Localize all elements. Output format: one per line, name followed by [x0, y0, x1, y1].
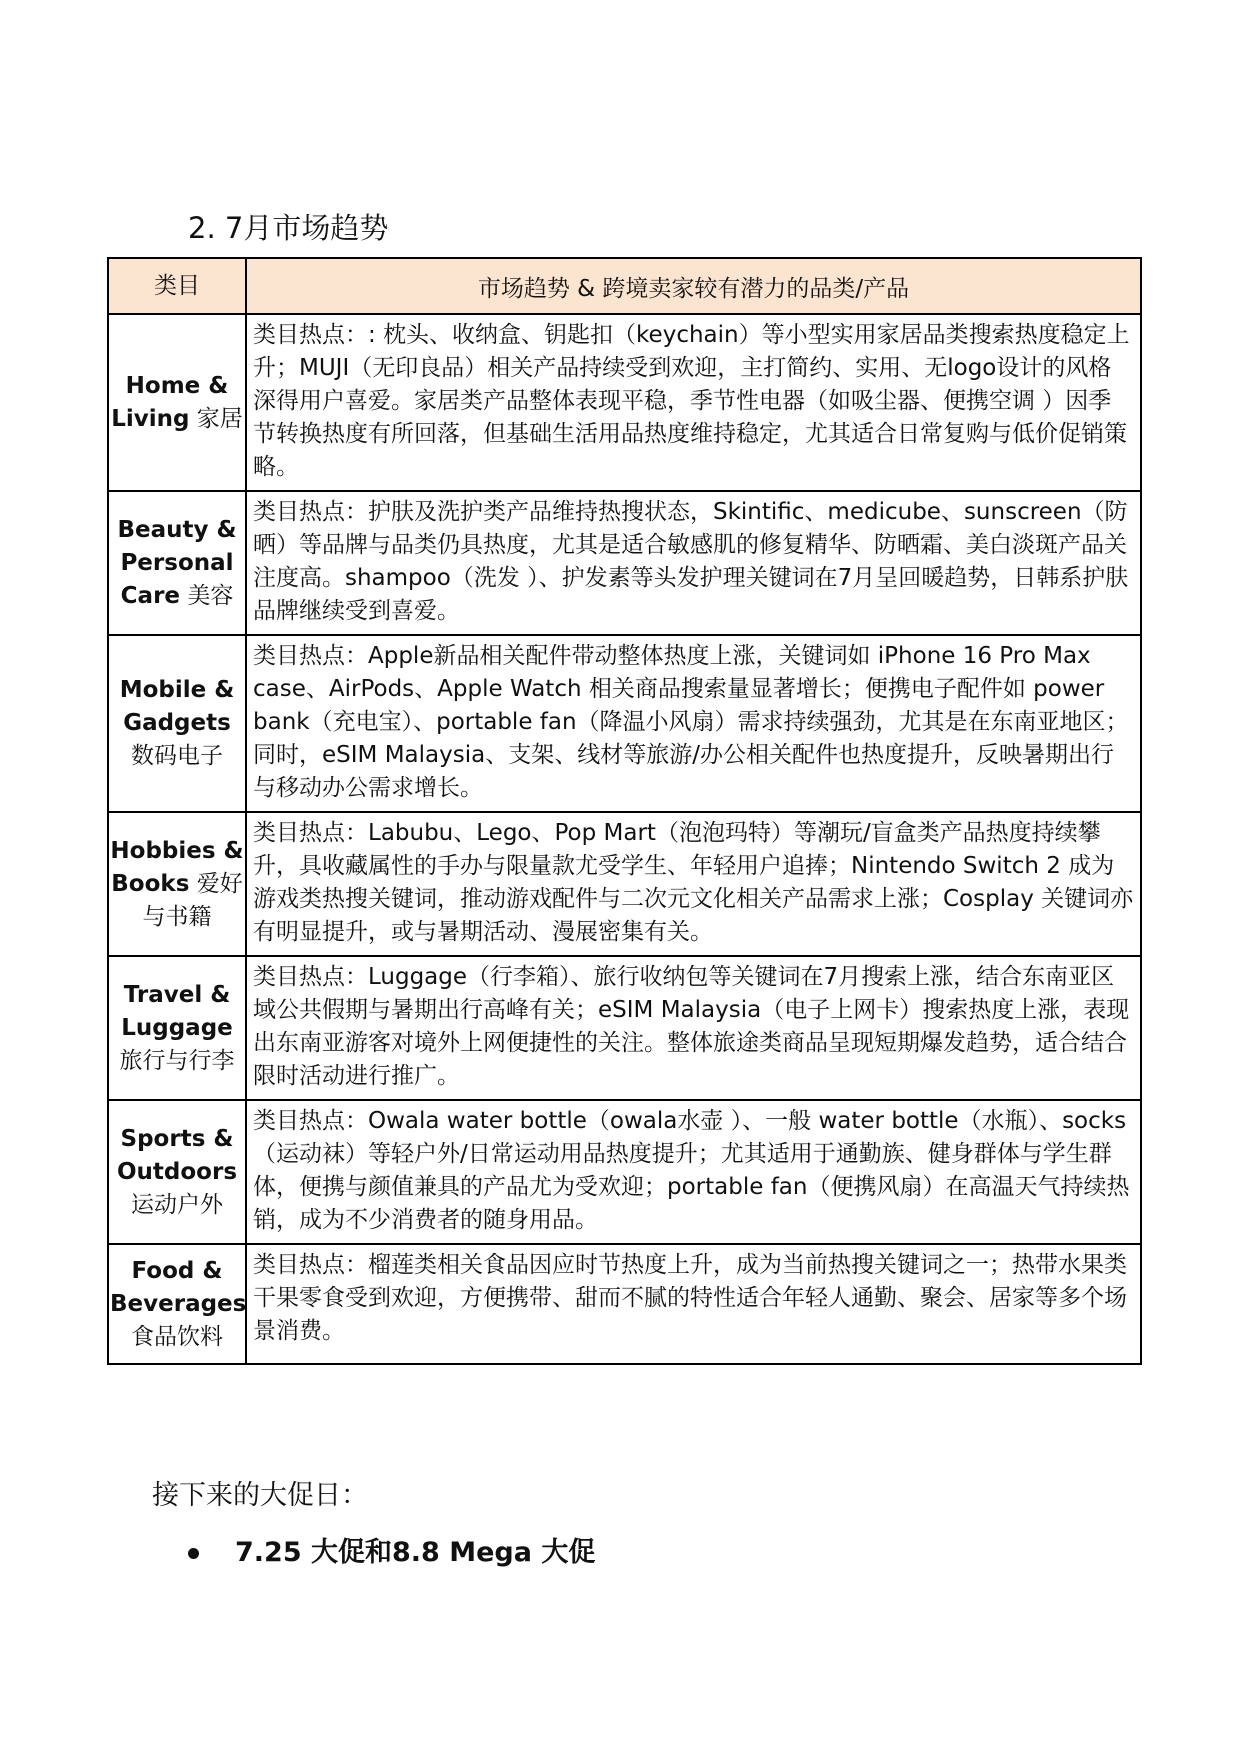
trend-description: 类目热点：Luggage（行李箱）、旅行收纳包等关键词在7月搜索上涨，结合东南亚区域公共假期与暑期出行高峰有关；eSIM Malaysia（电子上网卡）搜索热度上涨，表现出东南亚游客对境外上网便捷性的关注。整体旅途类商品呈现短期爆发趋势，适合结合限时活动进行推广。 [246, 956, 1141, 1100]
table-row [108, 1244, 1141, 1364]
trend-description: 类目热点：榴莲类相关食品因应时节热度上升，成为当前热搜关键词之一；热带水果类干果零食受到欢迎，方便携带、甜而不腻的特性适合年轻人通勤、聚会、居家等多个场景消费。 [246, 1244, 1141, 1364]
category-zh: 旅行与行李 [119, 1047, 235, 1074]
category-en: Hobbies & Books [110, 837, 244, 897]
category-zh: 数码电子 [131, 743, 223, 769]
list-item [188, 1535, 595, 1571]
trend-description: 类目热点：Apple新品相关配件带动整体热度上涨，关键词如 iPhone 16 Pro Max case、AirPods、Apple Watch 相关商品搜索量显著增长；便携电子配件如 power bank（充电宝）、portable fan（降温小风扇）需求持续强劲，尤其是在东南亚地区；同时，eSIM Malaysia、支架、线材等旅游/办公相关配件也热度提升，反映暑期出行与移动办公需求增长。 [246, 635, 1141, 812]
table-row [108, 1100, 1141, 1244]
bullet-icon [188, 1548, 199, 1559]
category-cell [108, 635, 246, 812]
category-zh: 家居 [196, 405, 243, 432]
category-en: Beauty & Personal Care [117, 516, 237, 609]
trend-description: 类目热点：护肤及洗护类产品维持热搜状态，Skintific、medicube、sunscreen（防晒）等品牌与品类仍具热度，尤其是适合敏感肌的修复精华、防晒霜、美白淡斑产品关注度高。shampoo（洗发 ）、护发素等头发护理关键词在7月呈回暖趋势，日韩系护肤品牌继续受到喜爱。 [246, 491, 1141, 635]
category-en: Food & Beverages [110, 1257, 247, 1317]
upcoming-promotions-label: 接下来的大促日： [152, 1480, 368, 1511]
trend-description: 类目热点：Labubu、Lego、Pop Mart（泡泡玛特）等潮玩/盲盒类产品热度持续攀升，具收藏属性的手办与限量款尤受学生、年轻用户追捧；Nintendo Switch 2 成为游戏类热搜关键词，推动游戏配件与二次元文化相关产品需求上涨；Cosplay 关键词亦有明显提升，或与暑期活动、漫展密集有关。 [246, 812, 1141, 956]
category-cell [108, 1244, 246, 1364]
category-en: Mobile & Gadgets [119, 677, 235, 736]
table-row [108, 956, 1141, 1100]
category-zh: 运动户外 [131, 1191, 223, 1218]
category-en: Travel & Luggage [121, 981, 233, 1041]
category-cell [108, 812, 246, 956]
table-row [108, 812, 1141, 956]
category-zh: 爱好与书籍 [142, 870, 243, 930]
table-row [108, 635, 1141, 812]
category-zh: 食品饮料 [131, 1323, 223, 1350]
trend-description: 类目热点：: 枕头、收纳盒、钥匙扣（keychain）等小型实用家居品类搜索热度稳定上升；MUJI（无印良品）相关产品持续受到欢迎，主打简约、实用、无logo设计的风格深得用户喜爱。家居类产品整体表现平稳，季节性电器（如吸尘器、便携空调 ）因季节转换热度有所回落，但基础生活用品热度维持稳定，尤其适合日常复购与低价促销策略。 [246, 314, 1141, 491]
trend-description: 类目热点：Owala water bottle（owala水壶 ）、一般 water bottle（水瓶）、socks（运动袜）等轻户外/日常运动用品热度提升；尤其适用于通勤族、健身群体与学生群体，便携与颜值兼具的产品尤为受欢迎；portable fan（便携风扇）在高温天气持续热销，成为不少消费者的随身用品。 [246, 1100, 1141, 1244]
section-title: 2. 7月市场趋势 [188, 211, 389, 245]
table-row [108, 314, 1141, 491]
category-cell [108, 491, 246, 635]
header-category: 类目 [108, 258, 246, 314]
category-zh: 美容 [187, 582, 234, 609]
category-cell [108, 1100, 246, 1244]
market-trend-table [107, 257, 1142, 1365]
header-trend: 市场趋势 & 跨境卖家较有潜力的品类/产品 [246, 258, 1141, 314]
table-row [108, 491, 1141, 635]
category-cell [108, 314, 246, 491]
category-en: Home & Living [111, 372, 229, 432]
promotion-item-text: 7.25 大促和8.8 Mega 大促 [235, 1537, 596, 1568]
table-header-row [108, 258, 1141, 314]
category-cell [108, 956, 246, 1100]
category-en: Sports & Outdoors [116, 1125, 238, 1185]
